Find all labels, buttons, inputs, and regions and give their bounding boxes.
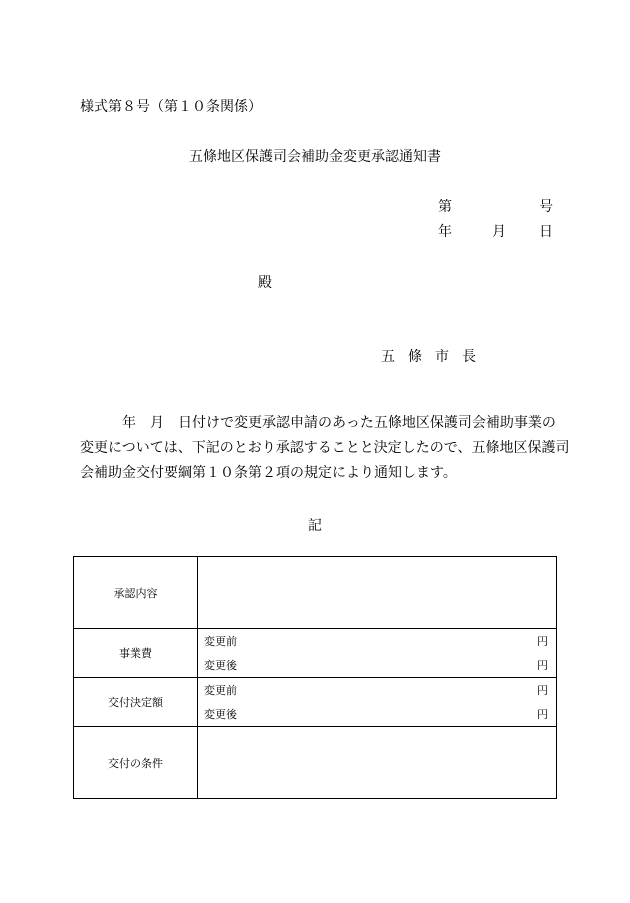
form-number: 様式第８号（第１０条関係） <box>80 99 262 115</box>
grant-amount-label: 交付決定額 <box>74 678 198 727</box>
project-cost-before-label: 変更前 <box>204 635 237 648</box>
sender-char-1: 五 <box>381 349 395 365</box>
date-year: 年 <box>438 224 452 240</box>
project-cost-row <box>74 629 557 678</box>
approval-content-label: 承認内容 <box>74 557 198 629</box>
project-cost-label: 事業費 <box>74 629 198 678</box>
document-title: 五條地区保護司会補助金変更承認通知書 <box>189 149 441 165</box>
grant-amount-after-label: 変更後 <box>204 708 237 721</box>
project-cost-values <box>198 629 557 678</box>
doc-number-go: 号 <box>539 199 553 215</box>
doc-number-dai: 第 <box>438 199 452 215</box>
ki-label: 記 <box>308 518 322 534</box>
approval-content-value <box>198 557 557 629</box>
grant-amount-before <box>198 678 556 702</box>
grant-amount-before-label: 変更前 <box>204 684 237 697</box>
project-cost-before-unit: 円 <box>537 635 548 648</box>
conditions-row <box>74 727 557 799</box>
project-cost-after-label: 変更後 <box>204 659 237 672</box>
conditions-value <box>198 727 557 799</box>
grant-amount-before-unit: 円 <box>537 684 548 697</box>
project-cost-before <box>198 629 556 653</box>
sender-char-4: 長 <box>462 349 476 365</box>
approval-content-row <box>74 557 557 629</box>
body-line-2: 変更については、下記のとおり承認することと決定したので、五條地区保護司 <box>80 440 570 456</box>
sender-char-2: 條 <box>408 349 422 365</box>
date-day: 日 <box>539 224 553 240</box>
project-cost-after <box>198 653 556 677</box>
grant-amount-values <box>198 678 557 727</box>
body-line-1: 年 月 日付けで変更承認申請のあった五條地区保護司会補助事業の <box>122 415 556 431</box>
body-line-3: 会補助金交付要綱第１０条第２項の規定により通知します。 <box>80 465 457 481</box>
date-month: 月 <box>492 224 506 240</box>
conditions-label: 交付の条件 <box>74 727 198 799</box>
grant-amount-after-unit: 円 <box>537 708 548 721</box>
project-cost-after-unit: 円 <box>537 659 548 672</box>
addressee-suffix: 殿 <box>258 275 272 291</box>
body-text <box>80 411 570 486</box>
grant-amount-row <box>74 678 557 727</box>
grant-amount-after <box>198 702 556 726</box>
approval-table <box>73 556 557 799</box>
sender-char-3: 市 <box>435 349 449 365</box>
